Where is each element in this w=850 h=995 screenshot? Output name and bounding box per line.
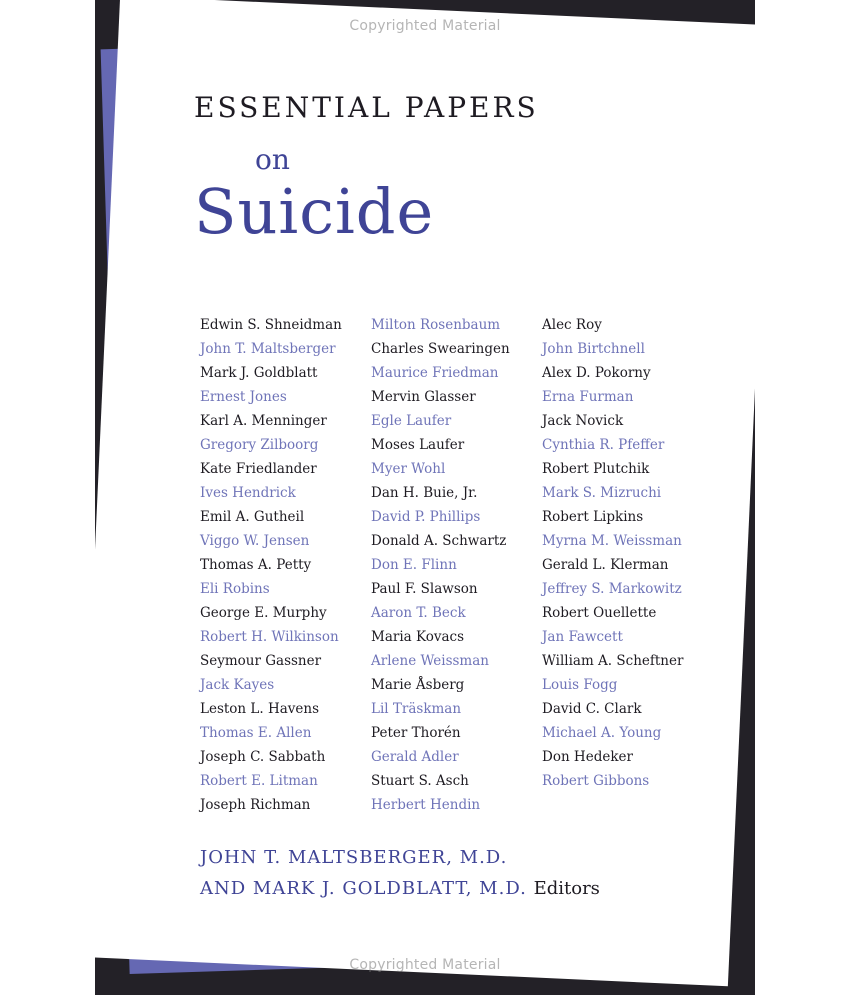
author-name: Ernest Jones <box>200 389 287 405</box>
author-name: Maria Kovacs <box>371 629 464 645</box>
author-name: Lil Träskman <box>371 701 462 717</box>
book-subject: Suicide <box>194 175 435 248</box>
author-column-3 <box>542 313 683 793</box>
author-name: William A. Scheftner <box>542 653 684 669</box>
author-name: Joseph Richman <box>200 797 311 813</box>
author-name: Maurice Friedman <box>371 365 499 381</box>
author-name: Seymour Gassner <box>200 653 322 669</box>
author-name: Emil A. Gutheil <box>200 509 305 525</box>
author-name: Eli Robins <box>200 581 270 597</box>
watermark-top: Copyrighted Material <box>349 18 501 34</box>
author-name: Robert H. Wilkinson <box>200 629 339 645</box>
author-name: Alec Roy <box>542 317 602 333</box>
author-name: Charles Swearingen <box>371 341 510 357</box>
author-name: Kate Friedlander <box>200 461 317 477</box>
author-name: Gerald L. Klerman <box>542 557 669 573</box>
author-name: Peter Thorén <box>371 725 461 741</box>
editors-line-2 <box>200 878 600 899</box>
author-name: Milton Rosenbaum <box>371 317 501 333</box>
author-name: Jack Novick <box>542 413 624 429</box>
author-name: Arlene Weissman <box>371 653 489 669</box>
author-name: Mark S. Mizruchi <box>542 485 662 501</box>
author-name: Paul F. Slawson <box>371 581 478 597</box>
author-name: David C. Clark <box>542 701 642 717</box>
author-name: Robert E. Litman <box>200 773 318 789</box>
author-name: Mervin Glasser <box>371 389 476 405</box>
watermark-bottom: Copyrighted Material <box>349 957 501 973</box>
author-name: Myrna M. Weissman <box>542 533 682 549</box>
author-name: Joseph C. Sabbath <box>200 749 326 765</box>
author-name: Jan Fawcett <box>542 629 623 645</box>
author-name: Egle Laufer <box>371 413 452 429</box>
author-name: Aaron T. Beck <box>371 605 466 621</box>
author-name: John T. Maltsberger <box>200 341 336 357</box>
author-name: Robert Ouellette <box>542 605 657 621</box>
author-name: Michael A. Young <box>542 725 662 741</box>
author-name: John Birtchnell <box>542 341 645 357</box>
author-column-2 <box>371 313 510 817</box>
author-name: Alex D. Pokorny <box>542 365 651 381</box>
author-name: Mark J. Goldblatt <box>200 365 318 381</box>
series-title: ESSENTIAL PAPERS <box>194 91 539 124</box>
author-name: Ives Hendrick <box>200 485 296 501</box>
author-name: Erna Furman <box>542 389 634 405</box>
author-name: Don E. Flinn <box>371 557 457 573</box>
author-name: Edwin S. Shneidman <box>200 317 342 333</box>
author-column-1 <box>200 313 342 817</box>
cover-text <box>95 0 755 995</box>
author-name: Myer Wohl <box>371 461 446 477</box>
author-name: Donald A. Schwartz <box>371 533 507 549</box>
author-name: Gerald Adler <box>371 749 459 765</box>
editor-2: AND MARK J. GOLDBLATT, M.D. <box>200 878 527 899</box>
author-name: Robert Plutchik <box>542 461 650 477</box>
author-name: Moses Laufer <box>371 437 465 453</box>
author-name: Don Hedeker <box>542 749 633 765</box>
editors-suffix: Editors <box>533 878 600 899</box>
editor-1: JOHN T. MALTSBERGER, M.D. <box>200 847 508 868</box>
author-name: Robert Gibbons <box>542 773 650 789</box>
author-name: Dan H. Buie, Jr. <box>371 485 478 501</box>
author-name: Thomas E. Allen <box>200 725 312 741</box>
author-name: Marie Åsberg <box>371 677 465 693</box>
author-name: Herbert Hendin <box>371 797 481 813</box>
author-name: Karl A. Menninger <box>200 413 327 429</box>
author-name: Robert Lipkins <box>542 509 644 525</box>
author-name: Leston L. Havens <box>200 701 320 717</box>
author-name: Viggo W. Jensen <box>200 533 310 549</box>
title-connector: on <box>255 143 290 176</box>
author-name: Thomas A. Petty <box>200 557 312 573</box>
editors-line-1 <box>200 847 507 868</box>
book-cover <box>95 0 755 995</box>
author-name: David P. Phillips <box>371 509 481 525</box>
author-name: Jack Kayes <box>200 677 275 693</box>
author-name: George E. Murphy <box>200 605 327 621</box>
author-name: Louis Fogg <box>542 677 618 693</box>
author-name: Cynthia R. Pfeffer <box>542 437 665 453</box>
author-name: Jeffrey S. Markowitz <box>542 581 682 597</box>
author-name: Stuart S. Asch <box>371 773 469 789</box>
author-name: Gregory Zilboorg <box>200 437 319 453</box>
